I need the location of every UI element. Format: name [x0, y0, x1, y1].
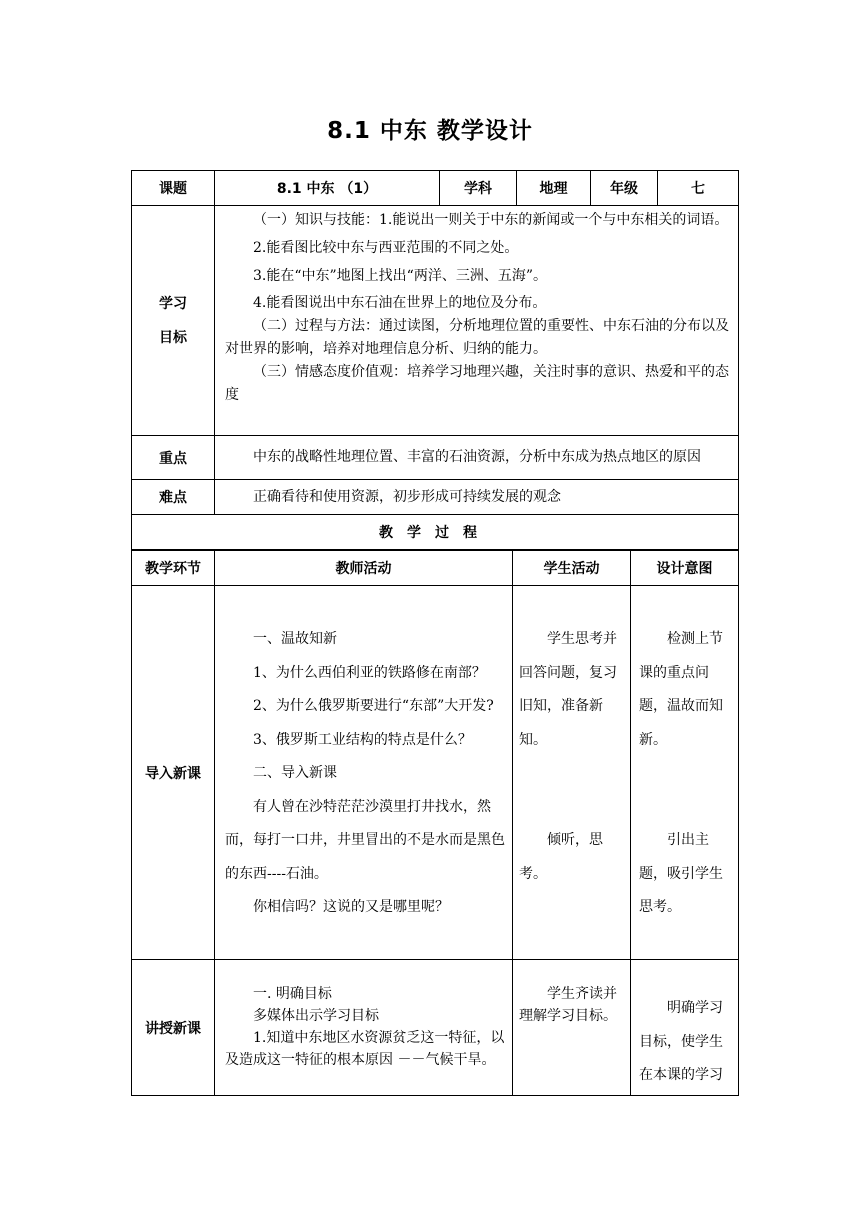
difficulty-content	[215, 480, 739, 515]
objectives-label-line-1: 学习	[159, 295, 187, 312]
key-point-content	[215, 436, 739, 480]
process-title: 教学过程	[379, 525, 491, 541]
difficulty-label: 难点	[132, 480, 215, 515]
intro-teacher-line: 1、为什么西伯利亚的铁路修在南部？	[253, 664, 486, 681]
header-intent: 设计意图	[631, 551, 739, 586]
objective-line: 3.能在“中东”地图上找出“两洋、三洲、五海”。	[253, 268, 547, 284]
objectives-label	[132, 206, 215, 436]
page-title: 8.1 中东 教学设计	[327, 118, 533, 144]
key-point-text: 中东的战略性地理位置、丰富的石油资源，分析中东成为热点地区的原因	[253, 449, 701, 465]
intro-student-text-2: 倾听，思考。	[519, 832, 603, 882]
lecture-student-text: 学生齐读并理解学习目标。	[519, 986, 617, 1024]
intro-teacher-line: 你相信吗？这说的又是哪里呢？	[253, 899, 449, 915]
objective-line: （三）情感态度价值观：培养学习地理兴趣，关注时事的意识、热爱和平的态度	[225, 364, 729, 403]
objective-line: 4.能看图说出中东石油在世界上的地位及分布。	[253, 295, 547, 311]
intro-intent-text-2: 引出主题，吸引学生思考。	[639, 832, 723, 915]
topic-label: 课题	[132, 171, 215, 206]
objectives-label-line-2: 目标	[159, 329, 187, 346]
intro-teacher-activity	[215, 586, 513, 960]
objective-line: 2.能看图比较中东与西亚范围的不同之处。	[253, 240, 519, 256]
intro-design-intent	[631, 586, 739, 960]
intro-teacher-line: 2、为什么俄罗斯要进行“东部”大开发?	[253, 698, 494, 714]
intro-stage: 导入新课	[132, 586, 215, 960]
lecture-student-activity	[513, 960, 631, 1096]
intro-student-activity	[513, 586, 631, 960]
header-stage: 教学环节	[132, 551, 215, 586]
subject-label: 学科	[440, 171, 517, 206]
lecture-design-intent	[631, 960, 739, 1096]
intro-teacher-line: 3、俄罗斯工业结构的特点是什么？	[253, 731, 472, 748]
subject-value: 地理	[517, 171, 591, 206]
intro-student-text-1: 学生思考并回答问题，复习旧知，准备新知。	[519, 631, 617, 748]
lecture-teacher-activity	[215, 960, 513, 1096]
objective-line: （二）过程与方法：通过读图，分析地理位置的重要性、中东石油的分布以及对世界的影响，培养对地理信息分析、归纳的能力。	[225, 318, 729, 357]
intro-teacher-line: 一、温故知新	[253, 631, 337, 647]
intro-intent-text-1: 检测上节课的重点问题，温故而知新。	[639, 631, 723, 748]
lecture-teacher-line: 一. 明确目标	[253, 986, 332, 1002]
lesson-info-table	[131, 170, 739, 550]
header-teacher: 教师活动	[215, 551, 513, 586]
process-table	[131, 550, 739, 1096]
intro-teacher-line: 二、导入新课	[253, 765, 337, 781]
grade-label: 年级	[591, 171, 658, 206]
process-title-cell	[132, 515, 739, 550]
lecture-teacher-line: 多媒体出示学习目标	[253, 1008, 379, 1024]
intro-teacher-line: 有人曾在沙特茫茫沙漠里打井找水，然而，每打一口井，井里冒出的不是水而是黑色的东西----石油。	[225, 798, 505, 882]
lecture-intent-text: 明确学习目标，使学生在本课的学习	[639, 1000, 723, 1083]
objectives-content	[215, 206, 739, 436]
difficulty-text: 正确看待和使用资源，初步形成可持续发展的观念	[253, 488, 561, 505]
lecture-stage: 讲授新课	[132, 960, 215, 1096]
objective-line: （一）知识与技能：1.能说出一则关于中东的新闻或一个与中东相关的词语。	[253, 212, 729, 228]
key-point-label: 重点	[132, 436, 215, 480]
grade-value: 七	[658, 171, 739, 206]
header-student: 学生活动	[513, 551, 631, 586]
topic-value: 8.1 中东 （1）	[215, 171, 440, 206]
lecture-teacher-line: 1.知道中东地区水资源贫乏这一特征，以及造成这一特征的根本原因 －－气候干旱。	[225, 1030, 505, 1068]
